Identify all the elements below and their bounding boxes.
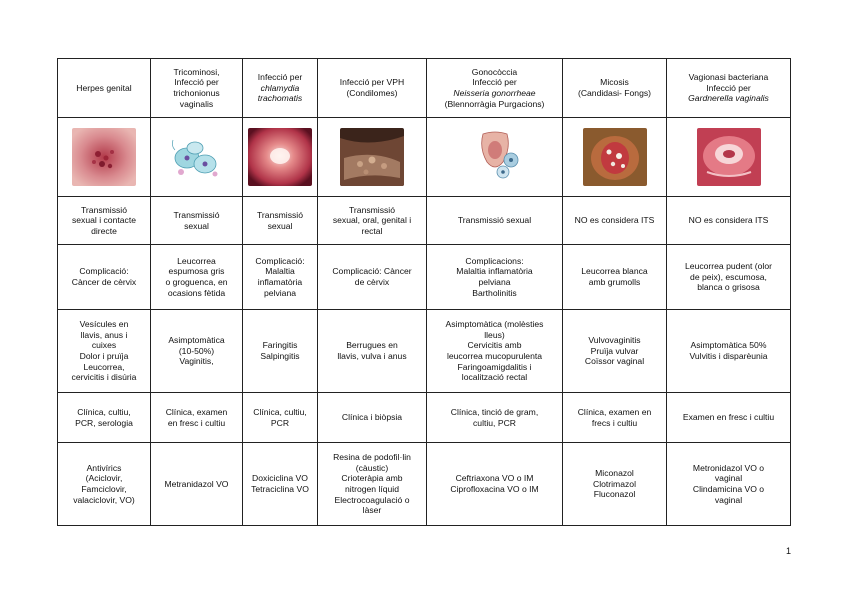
cell-line: Clindamicina VO o	[692, 484, 765, 494]
cell-line: en fresc i cultiu	[167, 417, 226, 428]
cell-line: Micosis	[600, 77, 629, 88]
cell-line: Asimptomàtica 50%	[690, 340, 767, 351]
cell-line: Faringitis	[262, 340, 298, 351]
cell-line: Ceftriaxona VO o IM	[455, 473, 534, 484]
symptoms-cell	[563, 310, 667, 393]
cell-line: (Blennorràgia Purgacions)	[444, 98, 545, 109]
cell-line: Vaginitis,	[179, 356, 214, 367]
header-cell	[151, 59, 243, 118]
cell-line: nitrogen líquid	[345, 484, 399, 494]
transmission-row	[58, 197, 791, 245]
cell-line: valaciclovir, VO)	[73, 494, 135, 505]
diagnosis-cell	[563, 393, 667, 443]
cell-line: Vesícules en	[79, 319, 129, 330]
symptoms-cell	[151, 310, 243, 393]
cell-line: (Aciclovir,	[85, 473, 123, 484]
transmission-cell	[58, 197, 151, 245]
image-cell	[151, 118, 243, 197]
cell-line: llavis, vulva i anus	[337, 351, 407, 361]
complications-cell	[243, 245, 318, 310]
cell-line: Crioteràpia amb	[341, 473, 403, 484]
cell-line: lleus)	[484, 329, 505, 340]
cell-line: Famciclovir,	[81, 484, 127, 494]
cell-line: (10-50%)	[178, 345, 215, 356]
cell-line: Infecció per	[472, 77, 517, 88]
image-cell	[667, 118, 791, 197]
image-cell	[563, 118, 667, 197]
cell-line: cuixes	[91, 340, 117, 351]
transmission-cell	[318, 197, 427, 245]
cell-line: Transmissió	[257, 209, 303, 220]
cell-line: de peix), escumosa,	[690, 271, 767, 282]
cell-line: (càustic)	[355, 462, 389, 473]
cell-line: Clínica i biòpsia	[341, 412, 403, 423]
treatment-cell	[667, 443, 791, 526]
treatment-cell	[563, 443, 667, 526]
cell-line: espumosa gris	[168, 266, 225, 277]
cell-line: Infecció per VPH	[339, 77, 405, 88]
image-row	[58, 118, 791, 197]
cell-line: vaginal	[714, 473, 743, 484]
cell-line: Herpes genital	[76, 82, 132, 93]
gonorrhea-illustration	[463, 128, 527, 186]
cell-line: Examen en fresc i cultiu	[682, 412, 775, 423]
cell-line: Vagionasi bacteriana	[688, 72, 769, 83]
cell-line: inflamatòria	[257, 277, 303, 287]
candidiasis-photo	[583, 128, 647, 186]
header-cell	[318, 59, 427, 118]
cell-line: Doxiciclina VO	[252, 473, 308, 484]
treatment-cell	[243, 443, 318, 526]
cell-line: frecs i cultiu	[591, 417, 638, 428]
treatment-cell	[427, 443, 563, 526]
cell-line: Electrocoagulació o	[334, 494, 410, 505]
diagnosis-row	[58, 393, 791, 443]
cell-line: Miconazol	[595, 468, 634, 479]
cell-line: trachomatis	[257, 93, 303, 104]
complications-cell	[151, 245, 243, 310]
transmission-cell	[563, 197, 667, 245]
cell-line: Faringoamigdalitis i	[457, 361, 532, 372]
diagnosis-cell	[318, 393, 427, 443]
cell-line: Ciprofloxacina VO o IM	[450, 484, 539, 494]
image-cell	[243, 118, 318, 197]
cell-line: Complicacions:	[465, 255, 524, 266]
header-cell	[667, 59, 791, 118]
chlamydia-photo	[248, 128, 312, 186]
cell-line: sexual	[267, 220, 293, 231]
cell-line: Metranidazol VO	[164, 478, 229, 489]
diagnosis-cell	[667, 393, 791, 443]
symptoms-cell	[58, 310, 151, 393]
treatment-row	[58, 443, 791, 526]
cell-line: làser	[362, 505, 382, 516]
trichomonas-illustration	[165, 128, 229, 186]
cell-line: NO es considera ITS	[688, 215, 769, 226]
cell-line: Vulvovaginitis	[588, 335, 641, 346]
cell-line: Complicació:	[79, 266, 129, 277]
header-cell	[427, 59, 563, 118]
cell-line: Transmissió	[349, 204, 395, 215]
cell-line: Clínica, examen	[165, 406, 228, 417]
cell-line: Clínica, cultiu,	[77, 406, 131, 417]
bacterial-vaginosis-photo	[697, 128, 761, 186]
image-cell	[318, 118, 427, 197]
cell-line: sexual, oral, genital i	[332, 215, 412, 226]
cell-line: cultiu, PCR	[473, 417, 516, 428]
treatment-cell	[151, 443, 243, 526]
cell-line: cervicitis i disúria	[71, 372, 137, 383]
cell-line: vaginal	[714, 494, 743, 505]
cell-line: llavis, anus i	[80, 329, 128, 340]
cell-line: Gardnerella vaginalis	[688, 93, 769, 104]
cell-line: PCR	[270, 417, 290, 428]
symptoms-cell	[318, 310, 427, 393]
cell-line: Asimptomàtica (molèsties	[445, 319, 544, 330]
cell-line: Leucorrea	[177, 255, 216, 266]
cell-line: Antivírics	[86, 462, 122, 473]
treatment-cell	[318, 443, 427, 526]
cell-line: Coïssor vaginal	[584, 356, 645, 367]
cell-line: blanca o grisosa	[697, 282, 760, 293]
cell-line: Clínica, cultiu,	[253, 406, 307, 417]
complications-cell	[318, 245, 427, 310]
image-cell	[427, 118, 563, 197]
cell-line: Bartholinitis	[472, 287, 517, 298]
treatment-cell	[58, 443, 151, 526]
cell-line: rectal	[361, 225, 383, 236]
cell-line: trichonionus	[173, 88, 220, 98]
cell-line: chlamydia	[260, 82, 300, 93]
cell-line: de cèrvix	[354, 277, 390, 287]
complications-row	[58, 245, 791, 310]
cell-line: Malaltia inflamatòria	[456, 266, 533, 277]
cell-line: sexual i contacte	[71, 215, 136, 226]
cell-line: NO es considera ITS	[574, 215, 655, 226]
cell-line: o groguenca, en	[165, 277, 228, 287]
complications-cell	[563, 245, 667, 310]
herpes-photo	[72, 128, 136, 186]
symptoms-cell	[243, 310, 318, 393]
symptoms-cell	[667, 310, 791, 393]
symptoms-cell	[427, 310, 563, 393]
its-comparison-table	[57, 58, 791, 526]
cell-line: localització rectal	[461, 372, 528, 383]
cell-line: vaginalis	[179, 98, 214, 109]
cell-line: (Condilomes)	[346, 88, 398, 98]
cell-line: Clínica, tinció de gram,	[450, 406, 539, 417]
cell-line: Vulvitis i disparèunia	[689, 351, 768, 361]
cell-line: Transmissió sexual	[457, 215, 532, 226]
diagnosis-cell	[58, 393, 151, 443]
cell-line: Leucorrea,	[83, 361, 125, 372]
cell-line: amb grumolls	[588, 277, 641, 287]
header-cell	[243, 59, 318, 118]
cell-line: (Candidasi- Fongs)	[577, 88, 652, 98]
cell-line: Transmissió	[81, 204, 127, 215]
condyloma-photo	[340, 128, 404, 186]
page-number: 1	[786, 546, 792, 556]
cell-line: Salpingitis	[260, 351, 300, 361]
cell-line: Clínica, examen en	[577, 406, 652, 417]
complications-cell	[427, 245, 563, 310]
cell-line: Malaltia	[265, 266, 295, 277]
transmission-cell	[151, 197, 243, 245]
symptoms-row	[58, 310, 791, 393]
cell-line: pelviana	[263, 287, 296, 298]
cell-line: Càncer de cèrvix	[71, 277, 137, 287]
image-cell	[58, 118, 151, 197]
cell-line: Metronidazol VO o	[692, 462, 765, 473]
header-cell	[58, 59, 151, 118]
cell-line: leucorrea mucopurulenta	[446, 351, 543, 361]
complications-cell	[667, 245, 791, 310]
cell-line: Tricominosi,	[173, 66, 220, 77]
cell-line: directe	[91, 225, 117, 236]
cell-line: Gonocòccia	[471, 66, 518, 77]
cell-line: Resina de podofil·lin	[333, 452, 411, 463]
transmission-cell	[243, 197, 318, 245]
cell-line: Dolor i pruïja	[79, 351, 129, 361]
cell-line: Fluconazol	[593, 489, 636, 500]
cell-line: Infecció per	[706, 82, 751, 93]
diagnosis-cell	[243, 393, 318, 443]
cell-line: Leucorrea blanca	[581, 266, 648, 277]
cell-line: Cervicitis amb	[467, 340, 522, 351]
transmission-cell	[667, 197, 791, 245]
cell-line: PCR, serologia	[75, 417, 133, 428]
cell-line: Asimptomàtica	[168, 335, 225, 346]
header-cell	[563, 59, 667, 118]
cell-line: Leucorrea pudent (olor	[685, 261, 772, 272]
cell-line: Neisseria gonorrheae	[453, 88, 536, 98]
header-row	[58, 59, 791, 118]
cell-line: Infecció per	[174, 77, 219, 88]
cell-line: ocasions fètida	[167, 287, 226, 298]
transmission-cell	[427, 197, 563, 245]
cell-line: Complicació: Càncer	[332, 266, 412, 277]
complications-cell	[58, 245, 151, 310]
cell-line: Transmissió	[173, 209, 220, 220]
cell-line: Clotrimazol	[593, 478, 636, 489]
cell-line: Pruïja vulvar	[590, 345, 639, 356]
cell-line: Complicació:	[255, 255, 305, 266]
diagnosis-cell	[151, 393, 243, 443]
cell-line: Tetraciclina VO	[251, 484, 309, 494]
cell-line: sexual	[184, 220, 209, 231]
cell-line: pelviana	[478, 277, 511, 287]
cell-line: Berrugues en	[346, 340, 398, 351]
cell-line: Infecció per	[257, 72, 303, 83]
diagnosis-cell	[427, 393, 563, 443]
